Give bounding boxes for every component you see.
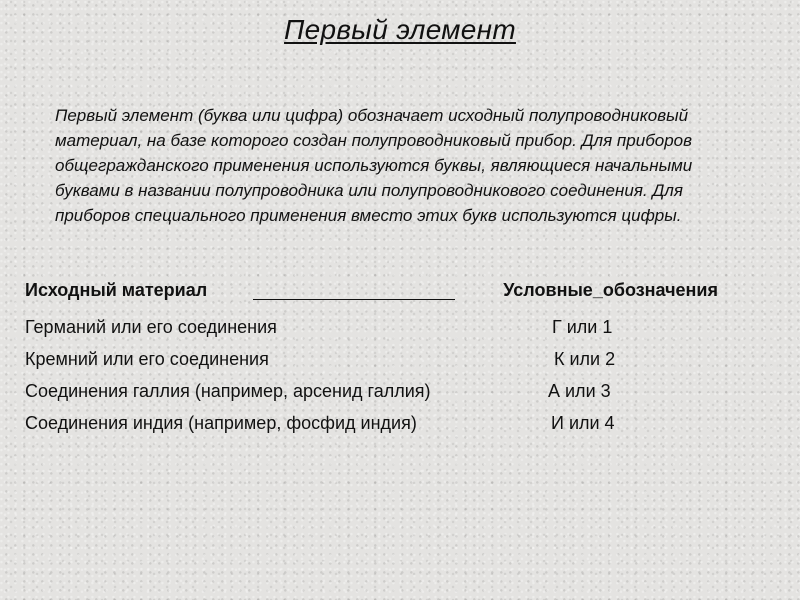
header-designation: Условные_обозначения — [503, 280, 718, 300]
table-row — [25, 346, 725, 378]
header-material: Исходный материал — [25, 280, 208, 300]
table-row — [25, 314, 725, 346]
header-underline-spacer — [253, 299, 455, 300]
materials-table — [25, 278, 725, 442]
table-header — [25, 278, 725, 306]
row-designation: Г или 1 — [552, 317, 613, 337]
row-material: Соединения индия (например, фосфид индия) — [25, 413, 417, 433]
table-row — [25, 378, 725, 410]
row-designation: К или 2 — [554, 349, 616, 369]
intro-paragraph: Первый элемент (буква или цифра) обозначает исходный полупроводниковый материал, на базе которого создан полупроводниковый прибор. Для приборов общегражданского применения используются буквы, являющиеся начальными буквами в названии полупроводника или полупроводникового соединения. Для приборов специального применения вместо этих букв используются цифры. — [55, 106, 693, 225]
row-designation: И или 4 — [551, 413, 615, 433]
row-material: Кремний или его соединения — [25, 349, 269, 369]
row-designation: А или 3 — [548, 381, 611, 401]
table-row — [25, 410, 725, 442]
row-material: Соединения галлия (например, арсенид галлия) — [25, 381, 431, 401]
slide-title: Первый элемент — [284, 14, 516, 45]
table-body — [25, 314, 725, 442]
row-material: Германий или его соединения — [25, 317, 277, 337]
